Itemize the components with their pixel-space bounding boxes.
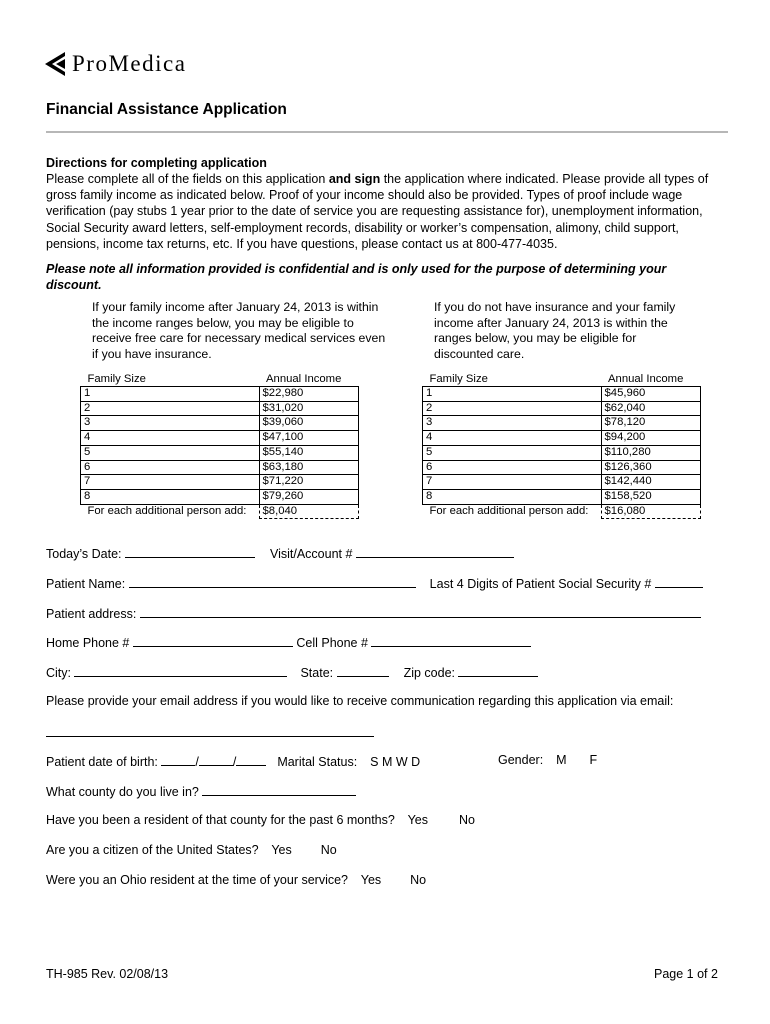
col-annual-income: Annual Income	[266, 373, 342, 385]
home-phone-label: Home Phone #	[46, 636, 130, 650]
directions-heading: Directions for completing application	[46, 156, 267, 170]
patient-name-label: Patient Name:	[46, 577, 126, 591]
income-row	[423, 387, 701, 402]
patient-address-field[interactable]	[140, 605, 701, 618]
promedica-logo	[44, 50, 186, 78]
cell-phone-label: Cell Phone #	[296, 636, 368, 650]
annual-income-cell: $22,980	[259, 387, 358, 402]
row-patient-name	[46, 575, 703, 591]
annual-income-cell: $63,180	[259, 460, 358, 475]
family-size-cell: 5	[423, 445, 602, 460]
free-care-income-table	[80, 373, 359, 519]
state-field[interactable]	[337, 664, 389, 677]
col-family-size: Family Size	[87, 373, 146, 385]
page-number: Page 1 of 2	[654, 967, 718, 981]
directions-bold: and sign	[328, 172, 381, 186]
row-city-state-zip	[46, 664, 538, 680]
dob-year-field[interactable]	[236, 753, 266, 766]
income-row	[423, 416, 701, 431]
annual-income-cell: $62,040	[601, 401, 700, 416]
income-row	[423, 489, 701, 504]
family-size-cell: 6	[81, 460, 260, 475]
row-date-visit	[46, 545, 514, 561]
annual-income-cell: $71,220	[259, 475, 358, 490]
additional-person-amount: $8,040	[259, 504, 358, 519]
annual-income-cell: $31,020	[259, 401, 358, 416]
col-family-size: Family Size	[429, 373, 488, 385]
discount-care-eligibility: If you do not have insurance and your family income after January 24, 2013 is within the ranges below, you may be eligible for discounted care.	[434, 300, 676, 361]
annual-income-cell: $110,280	[601, 445, 700, 460]
directions-text-part1: Please complete all of the fields on this application	[46, 172, 329, 186]
family-size-cell: 4	[423, 431, 602, 446]
ssn-last4-label: Last 4 Digits of Patient Social Security #	[429, 577, 652, 591]
row-ohio-resident	[46, 873, 426, 887]
zip-label: Zip code:	[403, 666, 455, 680]
annual-income-cell: $78,120	[601, 416, 700, 431]
annual-income-cell: $45,960	[601, 387, 700, 402]
home-phone-field[interactable]	[133, 634, 293, 647]
ohio-resident-no[interactable]: No	[410, 873, 427, 887]
family-size-cell: 1	[423, 387, 602, 402]
annual-income-cell: $126,360	[601, 460, 700, 475]
col-annual-income: Annual Income	[608, 373, 684, 385]
marital-status-label: Marital Status:	[277, 755, 358, 769]
income-row	[81, 460, 359, 475]
row-phones	[46, 634, 531, 650]
dob-separator: /	[232, 755, 237, 769]
todays-date-field[interactable]	[125, 545, 255, 558]
income-row	[423, 460, 701, 475]
us-citizen-yes[interactable]: Yes	[271, 843, 292, 857]
row-patient-address	[46, 605, 701, 621]
ohio-resident-label: Were you an Ohio resident at the time of your service?	[46, 873, 349, 887]
annual-income-cell: $94,200	[601, 431, 700, 446]
email-field[interactable]	[46, 736, 374, 737]
dob-label: Patient date of birth:	[46, 755, 158, 769]
free-care-eligibility: If your family income after January 24, 2013 is within the income ranges below, you may be eligible to receive free care for necessary medical services even if you have insurance.	[92, 300, 386, 361]
state-label: State:	[300, 666, 334, 680]
gender-male-option[interactable]: M	[556, 753, 567, 767]
family-size-cell: 7	[81, 475, 260, 490]
family-size-cell: 3	[423, 416, 602, 431]
dob-day-field[interactable]	[199, 753, 233, 766]
discounted-care-income-table	[422, 373, 701, 519]
gender-row	[498, 753, 597, 767]
income-row	[81, 445, 359, 460]
income-row	[423, 475, 701, 490]
patient-name-field[interactable]	[129, 575, 416, 588]
annual-income-cell: $39,060	[259, 416, 358, 431]
family-size-cell: 8	[423, 489, 602, 504]
gender-female-option[interactable]: F	[589, 753, 598, 767]
cell-phone-field[interactable]	[371, 634, 531, 647]
income-row	[81, 401, 359, 416]
income-row	[81, 431, 359, 446]
directions-text-part2: the application where indicated. Please provide all types of gross family income as indicated below. Proof of your income should also be provided. Types of proof include wage verification (pay stubs 1 year prior to the date of service you are requesting assistance for), unemployment information, Social Security award letters, self-employment records, disability or worker’s compensation, alimony, child support, pensions, income tax returns, etc. If you have questions, please contact us at 800-477-4035.	[46, 172, 709, 251]
visit-account-label: Visit/Account #	[269, 547, 353, 561]
todays-date-label: Today’s Date:	[46, 547, 122, 561]
directions-text	[46, 171, 730, 252]
resident-6mo-no[interactable]: No	[458, 813, 475, 827]
family-size-cell: 7	[423, 475, 602, 490]
income-row	[423, 431, 701, 446]
annual-income-cell: $55,140	[259, 445, 358, 460]
marital-status-options[interactable]: S M W D	[370, 755, 421, 769]
resident-6mo-label: Have you been a resident of that county for the past 6 months?	[46, 813, 395, 827]
family-size-cell: 8	[81, 489, 260, 504]
annual-income-cell: $142,440	[601, 475, 700, 490]
promedica-arrow-icon	[44, 51, 66, 77]
ohio-resident-yes[interactable]: Yes	[360, 873, 382, 887]
row-us-citizen	[46, 843, 337, 857]
family-size-cell: 3	[81, 416, 260, 431]
logo-text: ProMedica	[72, 51, 187, 76]
city-label: City:	[46, 666, 71, 680]
ssn-last4-field[interactable]	[655, 575, 703, 588]
income-row	[81, 416, 359, 431]
annual-income-cell: $79,260	[259, 489, 358, 504]
family-size-cell: 2	[423, 401, 602, 416]
us-citizen-no[interactable]: No	[320, 843, 337, 857]
zip-field[interactable]	[458, 664, 538, 677]
row-dob-marital	[46, 753, 420, 769]
family-size-cell: 2	[81, 401, 260, 416]
income-row	[423, 401, 701, 416]
row-county	[46, 783, 356, 799]
visit-account-field[interactable]	[356, 545, 514, 558]
patient-address-label: Patient address:	[46, 607, 137, 621]
family-size-cell: 1	[81, 387, 260, 402]
annual-income-cell: $47,100	[259, 431, 358, 446]
county-label: What county do you live in?	[46, 785, 199, 799]
additional-person-label: For each additional person add:	[429, 504, 589, 517]
page-title: Financial Assistance Application	[46, 101, 287, 118]
row-resident-6mo	[46, 813, 475, 827]
income-row	[81, 387, 359, 402]
family-size-cell: 4	[81, 431, 260, 446]
family-size-cell: 5	[81, 445, 260, 460]
additional-person-amount: $16,080	[601, 504, 700, 519]
family-size-cell: 6	[423, 460, 602, 475]
email-prompt: Please provide your email address if you would like to receive communication regarding this application via email:	[46, 694, 674, 708]
us-citizen-label: Are you a citizen of the United States?	[46, 843, 259, 857]
header-divider	[46, 131, 728, 133]
gender-label: Gender:	[498, 753, 544, 767]
additional-person-label: For each additional person add:	[87, 504, 247, 517]
resident-6mo-yes[interactable]: Yes	[407, 813, 428, 827]
confidentiality-note: Please note all information provided is confidential and is only used for the purpose of determining your discount.	[46, 262, 667, 292]
income-row	[81, 475, 359, 490]
city-field[interactable]	[74, 664, 287, 677]
county-field[interactable]	[202, 783, 356, 796]
income-row	[81, 489, 359, 504]
income-row	[423, 445, 701, 460]
annual-income-cell: $158,520	[601, 489, 700, 504]
dob-separator: /	[195, 755, 199, 769]
dob-month-field[interactable]	[161, 753, 195, 766]
form-revision: TH-985 Rev. 02/08/13	[46, 967, 169, 981]
